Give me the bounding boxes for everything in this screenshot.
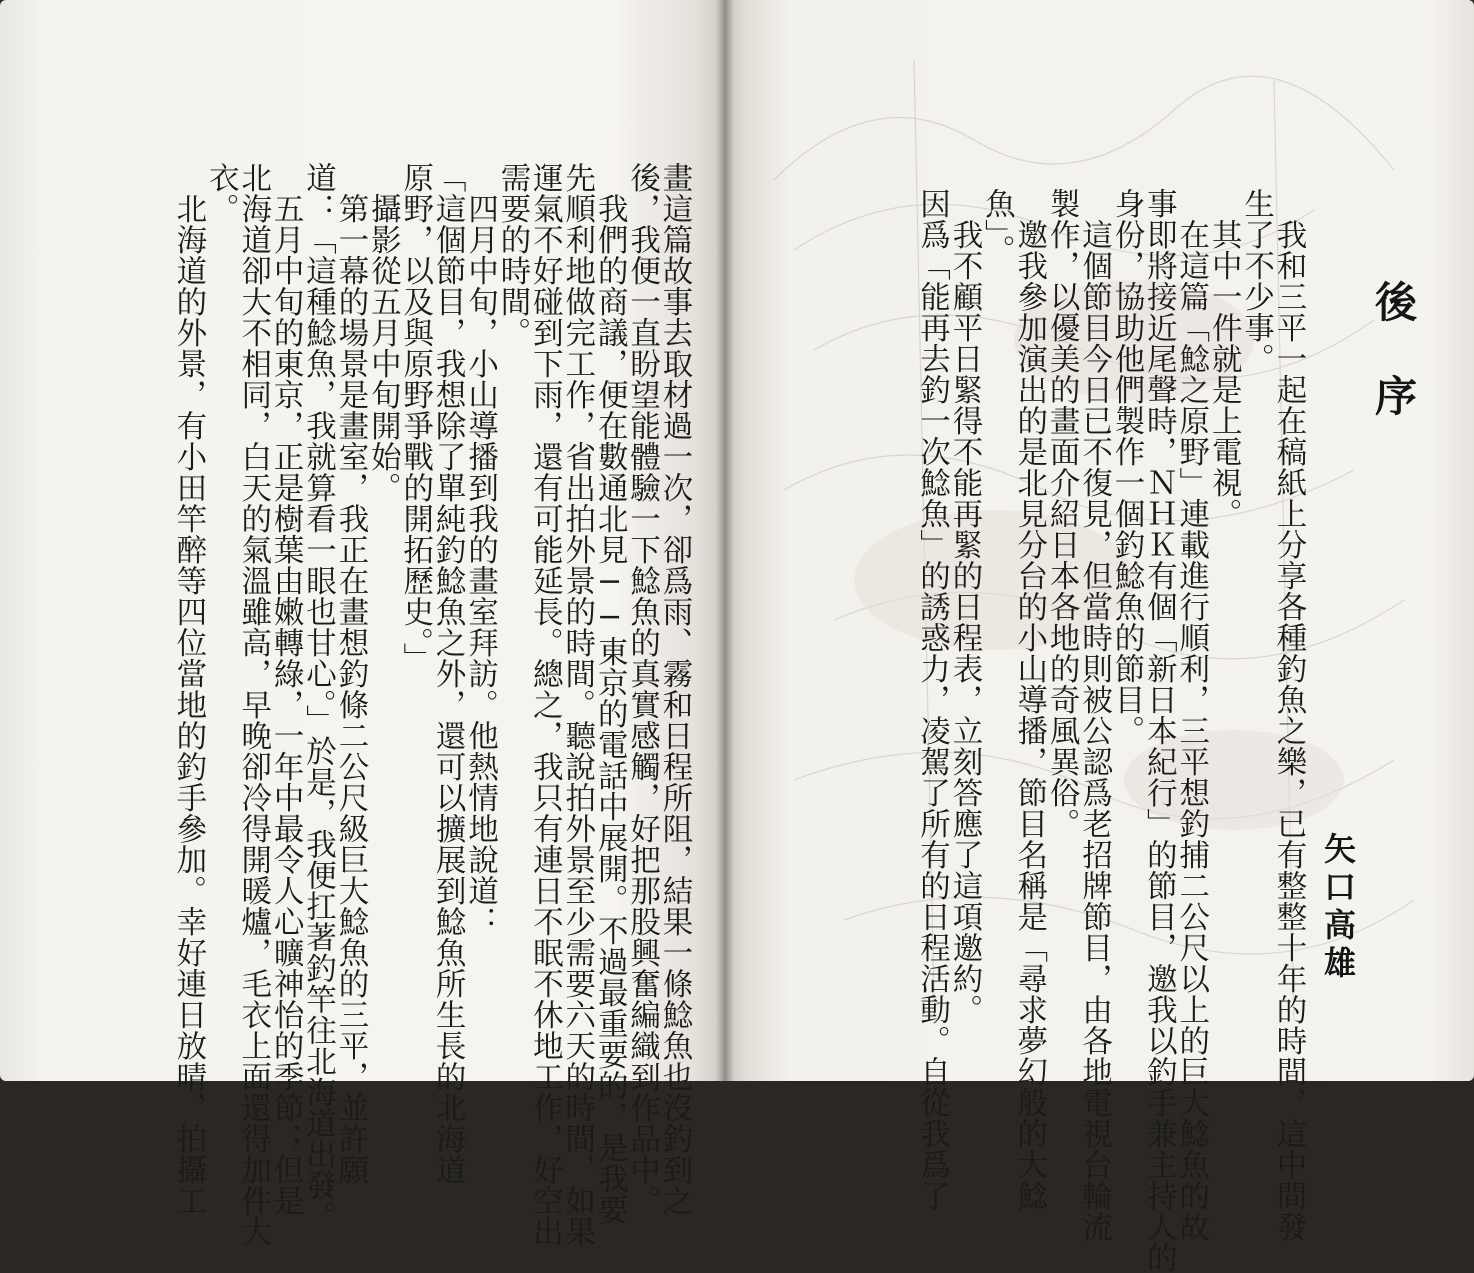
right-page-text-column: 其中一件就是上電視。 <box>1206 188 1242 529</box>
left-page-text-column: 攝影從五月中旬開始。 <box>365 162 401 503</box>
left-page-text-column: 原野，以及與原野爭戰的開拓歷史。」 <box>397 162 433 674</box>
left-page-text-column: 北海道的外景，有小田竿醉等四位當地的釣手參加。幸好連日放晴，拍攝工 <box>170 162 206 1216</box>
right-page-body <box>914 188 1306 1273</box>
left-page-text-column: 北海道卻大不相同，白天的氣溫雖高，早晚卻冷得開暖爐，毛衣上面還得加件大 <box>235 162 271 1247</box>
right-page-text-column: 生了不少事。 <box>1238 188 1274 374</box>
right-page <box>724 0 1474 1273</box>
right-page-text-column: 製作，以優美的畫面介紹日本各地的奇風異俗。 <box>1044 188 1080 839</box>
left-page-text-column: 五月中旬的東京，正是樹葉由嫩轉綠，一年中最令人心曠神怡的季節；但是 <box>268 162 304 1216</box>
right-page-text-column: 我和三平一起在稿紙上分享各種釣魚之樂，已有整整十年的時間，這中間發 <box>1271 188 1306 1242</box>
right-page-text-column: 魚」。 <box>979 188 1015 266</box>
right-page-text-column: 事即將接近尾聲時，ＮＨＫ有個「新日本紀行」的節目，邀我以釣手兼主持人的 <box>1141 188 1177 1273</box>
right-page-text-column: 因爲「能再去釣一次鯰魚」的誘惑力，凌駕了所有的日程活動。自從我爲了 <box>914 188 950 1211</box>
left-page-text-column: 先順利地做完工作，省出拍外景的時間。聽說拍外景至少需要六天的時間，如果 <box>559 162 595 1247</box>
left-page-text-column: 運氣不好碰到下雨，還有可能延長。總之，我只有連日不眠不休地工作，好空出 <box>527 162 563 1247</box>
right-page-text-column: 邀我參加演出的是北見分台的小山導播，節目名稱是「尋求夢幻般的大鯰 <box>1011 188 1047 1211</box>
right-page-text-column: 身份，協助他們製作一個釣鯰魚的節目。 <box>1108 188 1144 746</box>
left-page-text-column: 需要的時間。 <box>494 162 530 348</box>
right-page-text-column: 我不顧平日緊得不能再緊的日程表，立刻答應了這項邀約。 <box>946 188 982 1025</box>
right-page-text-column: 這個節目今日已不復見，但當時則被公認爲老招牌節目，由各地電視台輪流 <box>1076 188 1112 1242</box>
left-page-text-column: 道：「這種鯰魚，我就算看一眼也甘心。」於是，我便扛著釣竿往北海道出發。 <box>300 162 336 1232</box>
left-page-text-column: 第一幕的場景是畫室，我正在畫想釣條二公尺級巨大鯰魚的三平，並許願 <box>332 162 368 1185</box>
left-page-body <box>170 162 692 1247</box>
left-page-text-column: 「這個節目，我想除了單純釣鯰魚之外，還可以擴展到鯰魚所生長的北海道 <box>430 162 466 1185</box>
left-page-text-column: 後，我便一直盼望能體驗一下鯰魚的真實感觸，好把那股興奮編織到作品中。 <box>624 162 660 1216</box>
author-name: 矢口高雄 <box>1319 832 1357 984</box>
left-page <box>0 0 724 1247</box>
left-page-text-column: 畫這篇故事去取材過一次，卻爲雨、霧和日程所阻，結果一條鯰魚也沒釣到之 <box>657 162 692 1216</box>
left-page-text-column: 四月中旬，小山導播到我的畫室拜訪。他熱情地說道： <box>462 162 498 937</box>
page-title: 後序 <box>1369 280 1418 468</box>
right-page-text-column: 在這篇「鯰之原野」連載進行順利，三平想釣捕二公尺以上的巨大鯰魚的故 <box>1173 188 1209 1242</box>
left-page-text-column: 我們的商議，便在數通北見──東京的電話中展開。不過最重要的，是我要 <box>592 162 628 1225</box>
left-page-text-column: 衣。 <box>203 162 239 224</box>
